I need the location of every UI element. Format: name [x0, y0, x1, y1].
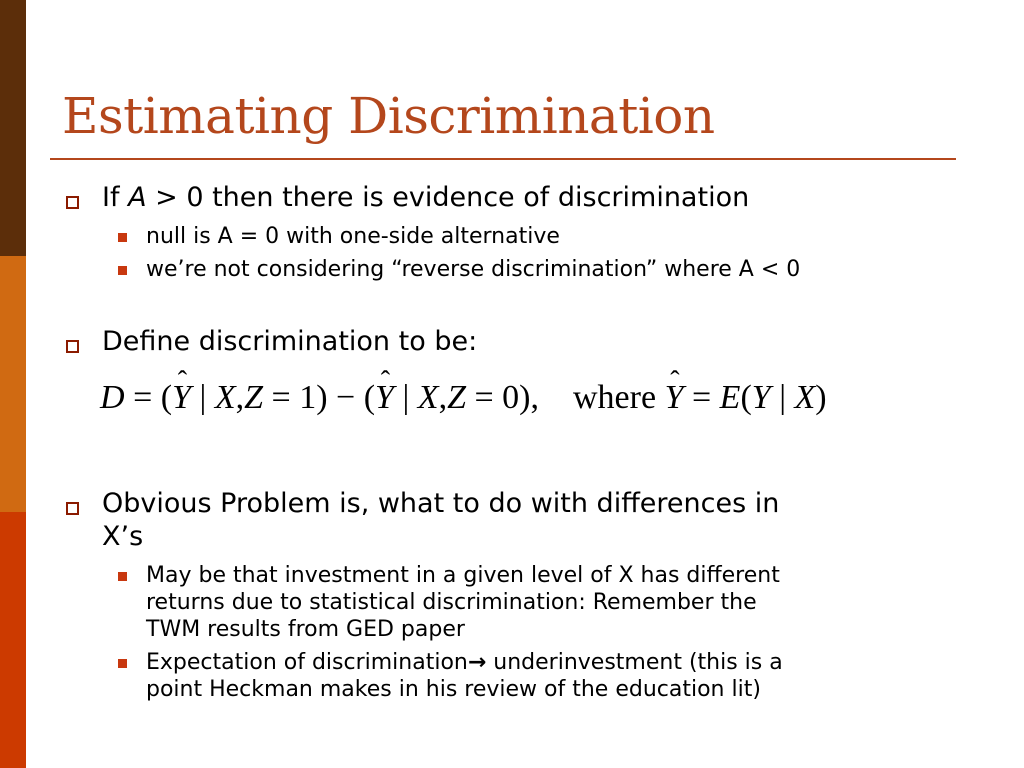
sub-bullet-expectation-post: underinvestment (this is a [486, 650, 783, 675]
sub-bullet-investment-line1: May be that investment in a given level of X has different [146, 563, 780, 588]
eq-minus: − [336, 379, 356, 416]
eq-x: X [794, 379, 816, 416]
eq-x: X [214, 379, 236, 416]
hollow-square-bullet-icon [66, 502, 79, 515]
eq-paren-comma: ), [519, 379, 539, 416]
eq-equals: = [133, 379, 153, 416]
filled-square-bullet-icon [118, 266, 127, 275]
eq-yhat: ˆ Y [665, 376, 684, 420]
bullet-obvious-problem-line1: Obvious Problem is, what to do with differences in [102, 488, 780, 519]
eq-equals: = [271, 379, 291, 416]
discrimination-equation [100, 376, 827, 420]
eq-paren: ( [160, 379, 173, 416]
eq-one: 1 [299, 379, 317, 416]
accent-bar-middle [0, 256, 26, 512]
sub-bullet-expectation-line1 [146, 650, 783, 676]
eq-where: where [573, 379, 657, 416]
eq-paren: ( [740, 379, 752, 416]
eq-zero: 0 [502, 379, 520, 416]
sub-bullet-expectation-line2: point Heckman makes in his review of the education lit) [146, 677, 761, 702]
hollow-square-bullet-icon [66, 340, 79, 353]
eq-x: X [417, 379, 439, 416]
sub-bullet-investment-line3: TWM results from GED paper [146, 617, 465, 642]
eq-yhat: ˆ Y [172, 376, 191, 420]
eq-equals: = [691, 379, 712, 416]
sub-bullet-investment-line2: returns due to statistical discrimination: Remember the [146, 590, 757, 615]
bullet-obvious-problem-line2: X’s [102, 521, 144, 552]
title-divider [50, 158, 956, 160]
eq-paren: ) [815, 379, 827, 416]
eq-given: | [199, 379, 207, 416]
slide-title: Estimating Discrimination [62, 87, 715, 145]
eq-equals: = [474, 379, 494, 416]
eq-comma: , [235, 379, 245, 416]
eq-y: Y [751, 379, 771, 416]
filled-square-bullet-icon [118, 233, 127, 242]
eq-paren: ( [363, 379, 376, 416]
eq-comma: , [438, 379, 448, 416]
eq-yhat: ˆ Y [375, 376, 394, 420]
bullet-evidence-pre: If [102, 182, 129, 213]
variable-a: A [128, 182, 147, 213]
eq-z: Z [244, 379, 264, 416]
bullet-evidence-post: > 0 then there is evidence of discrimination [146, 182, 750, 213]
sub-bullet-expectation-pre: Expectation of discrimination [146, 650, 468, 675]
eq-paren: ) [316, 379, 328, 416]
sub-bullet-null: null is A = 0 with one-side alternative [146, 224, 560, 249]
eq-z: Z [447, 379, 466, 416]
accent-bar-bottom [0, 512, 26, 768]
bullet-define: Define discrimination to be: [102, 326, 478, 357]
eq-given: | [779, 379, 787, 416]
eq-d: D [100, 379, 125, 416]
sub-bullet-reverse: we’re not considering “reverse discrimination” where A < 0 [146, 257, 801, 282]
eq-expectation: E [719, 379, 741, 416]
filled-square-bullet-icon [118, 572, 127, 581]
eq-given: | [402, 379, 410, 416]
hollow-square-bullet-icon [66, 196, 79, 209]
filled-square-bullet-icon [118, 659, 127, 668]
accent-bar-top [0, 0, 26, 256]
bullet-evidence [102, 182, 749, 213]
right-arrow-icon: → [467, 650, 487, 675]
